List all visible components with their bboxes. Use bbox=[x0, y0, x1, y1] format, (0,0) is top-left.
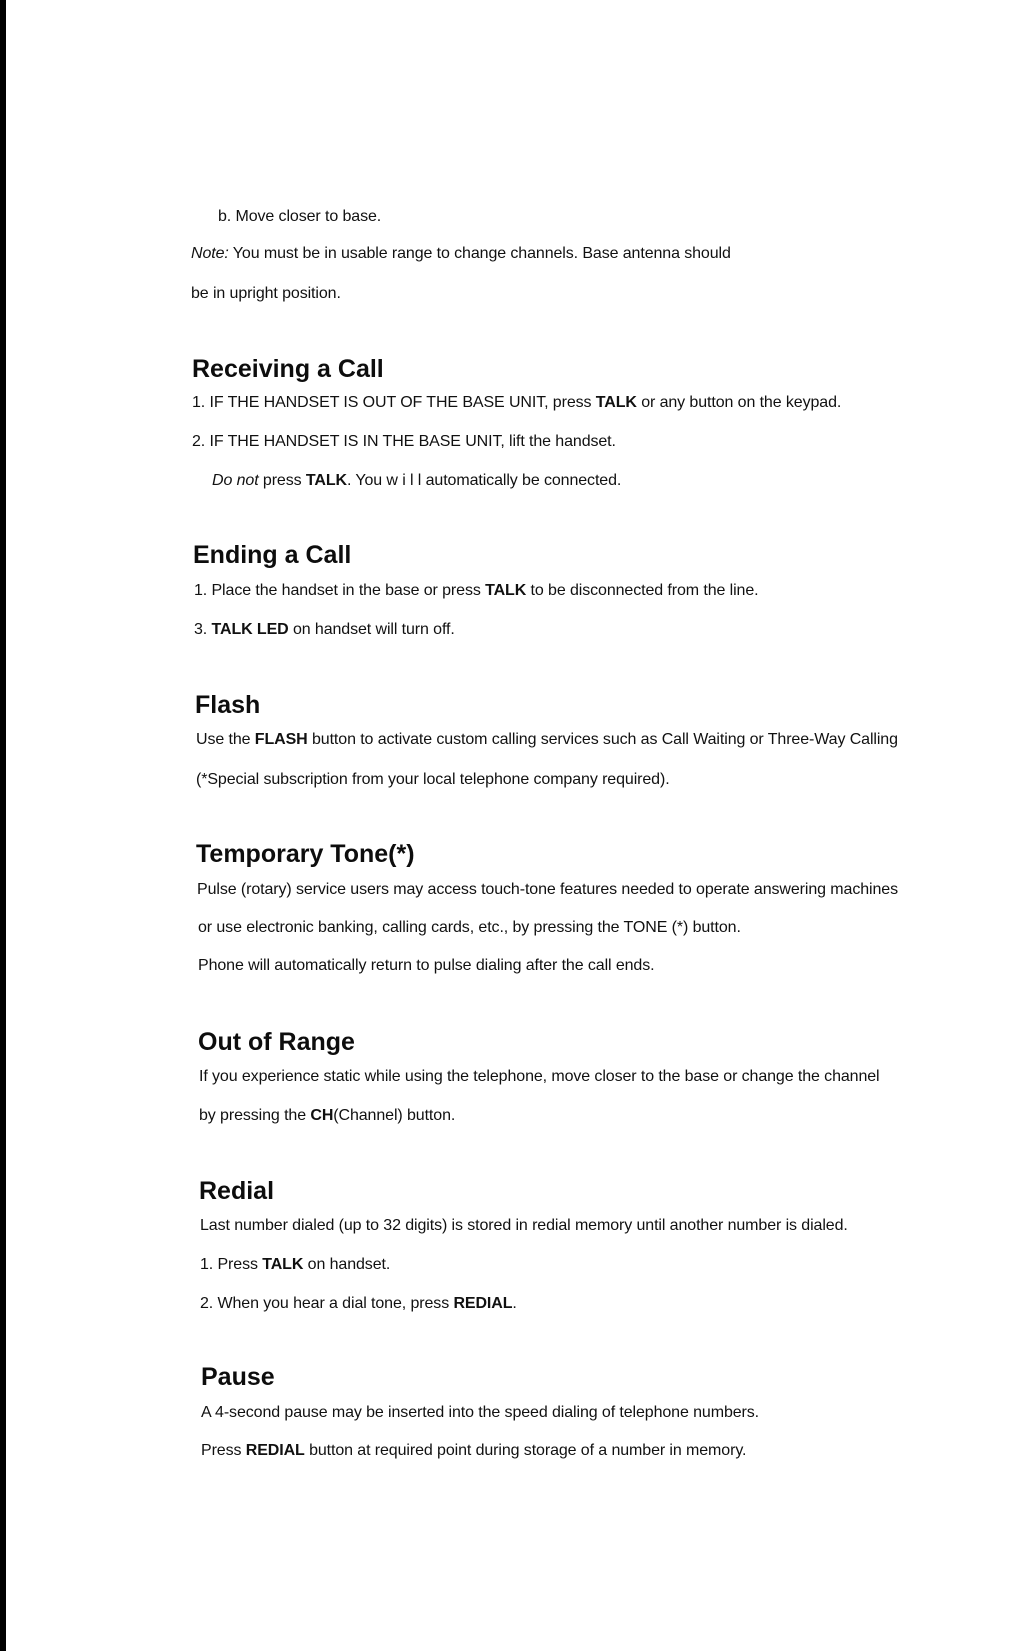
redial-l2-talk: TALK bbox=[262, 1256, 304, 1273]
receiving-line-3 bbox=[212, 471, 621, 491]
flash-heading: Flash bbox=[195, 691, 261, 719]
redial-line-1 bbox=[200, 1216, 848, 1236]
range-l2-end: (Channel) button. bbox=[333, 1107, 456, 1124]
pause-l2-text: Press bbox=[201, 1442, 246, 1459]
receiving-l3-end: . You w i l l automatically be connected. bbox=[346, 472, 622, 489]
flash-l1-end: button to activate custom calling services such as Call Waiting or Three-Way Calling bbox=[307, 731, 898, 748]
range-l1-text: If you experience static while using the telephone, move closer to the base or change the channel bbox=[199, 1068, 880, 1085]
receiving-l3-talk: TALK bbox=[305, 472, 347, 489]
receiving-l3-press: press bbox=[258, 472, 306, 489]
flash-l1-text: Use the bbox=[196, 731, 255, 748]
ending-l1-end: to be disconnected from the line. bbox=[526, 582, 759, 599]
tone-l1-text: Pulse (rotary) service users may access touch-tone features needed to operate answering machines bbox=[197, 881, 898, 898]
redial-l3-redial: REDIAL bbox=[453, 1295, 513, 1312]
redial-l3-text: 2. When you hear a dial tone, press bbox=[200, 1295, 454, 1312]
note-text-1: You must be in usable range to change channels. Base antenna should bbox=[228, 245, 731, 262]
step-b-text: b. Move closer to base. bbox=[218, 208, 382, 225]
redial-l2-text: 1. Press bbox=[200, 1256, 263, 1273]
receiving-l1-talk: TALK bbox=[595, 394, 637, 411]
note-text-2: be in upright position. bbox=[191, 285, 341, 302]
ending-l2-talk-led: TALK LED bbox=[211, 621, 289, 638]
ending-line-2 bbox=[194, 620, 455, 640]
ending-line-1 bbox=[194, 581, 758, 601]
pause-line-2 bbox=[201, 1441, 746, 1461]
receiving-l2-text: 2. IF THE HANDSET IS IN THE BASE UNIT, lift the handset. bbox=[192, 433, 616, 450]
range-l2-text: by pressing the bbox=[199, 1107, 311, 1124]
redial-l3-end: . bbox=[512, 1295, 517, 1312]
tone-l2-text: or use electronic banking, calling cards, etc., by pressing the TONE (*) button. bbox=[198, 919, 741, 936]
tone-line-1 bbox=[197, 880, 898, 900]
redial-line-2 bbox=[200, 1255, 390, 1275]
flash-line-2 bbox=[196, 770, 670, 790]
ending-heading: Ending a Call bbox=[193, 541, 352, 569]
redial-line-3 bbox=[200, 1294, 517, 1314]
note-label: Note: bbox=[191, 245, 229, 262]
receiving-line-2 bbox=[192, 432, 616, 452]
receiving-heading: Receiving a Call bbox=[192, 355, 384, 383]
redial-l1-text: Last number dialed (up to 32 digits) is stored in redial memory until another number is dialed. bbox=[200, 1217, 848, 1234]
receiving-l1-text-end: or any button on the keypad. bbox=[636, 394, 842, 411]
tone-line-3 bbox=[198, 956, 654, 976]
tone-line-2 bbox=[198, 918, 741, 938]
ending-l2-num: 3. bbox=[194, 621, 212, 638]
pause-l2-redial: REDIAL bbox=[245, 1442, 305, 1459]
note-line-2 bbox=[191, 284, 341, 304]
redial-l2-end: on handset. bbox=[303, 1256, 391, 1273]
receiving-l3-donot: Do not bbox=[212, 472, 259, 489]
ending-l2-end: on handset will turn off. bbox=[288, 621, 455, 638]
flash-l2-text: (*Special subscription from your local telephone company required). bbox=[196, 771, 670, 788]
ending-l1-talk: TALK bbox=[485, 582, 527, 599]
pause-l1-text: A 4-second pause may be inserted into the speed dialing of telephone numbers. bbox=[201, 1404, 760, 1421]
flash-line-1 bbox=[196, 730, 898, 750]
pause-heading: Pause bbox=[201, 1363, 275, 1391]
redial-heading: Redial bbox=[199, 1177, 275, 1205]
range-line-1 bbox=[199, 1067, 880, 1087]
ending-l1-text: 1. Place the handset in the base or press bbox=[194, 582, 486, 599]
range-l2-ch: CH bbox=[310, 1107, 334, 1124]
range-heading: Out of Range bbox=[198, 1028, 355, 1056]
pause-line-1 bbox=[201, 1403, 759, 1423]
step-b bbox=[218, 207, 381, 227]
receiving-l1-text: 1. IF THE HANDSET IS OUT OF THE BASE UNIT, press bbox=[192, 394, 596, 411]
pause-l2-end: button at required point during storage of a number in memory. bbox=[304, 1442, 747, 1459]
tone-heading: Temporary Tone(*) bbox=[196, 840, 415, 868]
receiving-line-1 bbox=[192, 393, 841, 413]
range-line-2 bbox=[199, 1106, 455, 1126]
tone-l3-text: Phone will automatically return to pulse dialing after the call ends. bbox=[198, 957, 655, 974]
flash-l1-flash: FLASH bbox=[254, 731, 308, 748]
note-line-1 bbox=[191, 244, 731, 264]
